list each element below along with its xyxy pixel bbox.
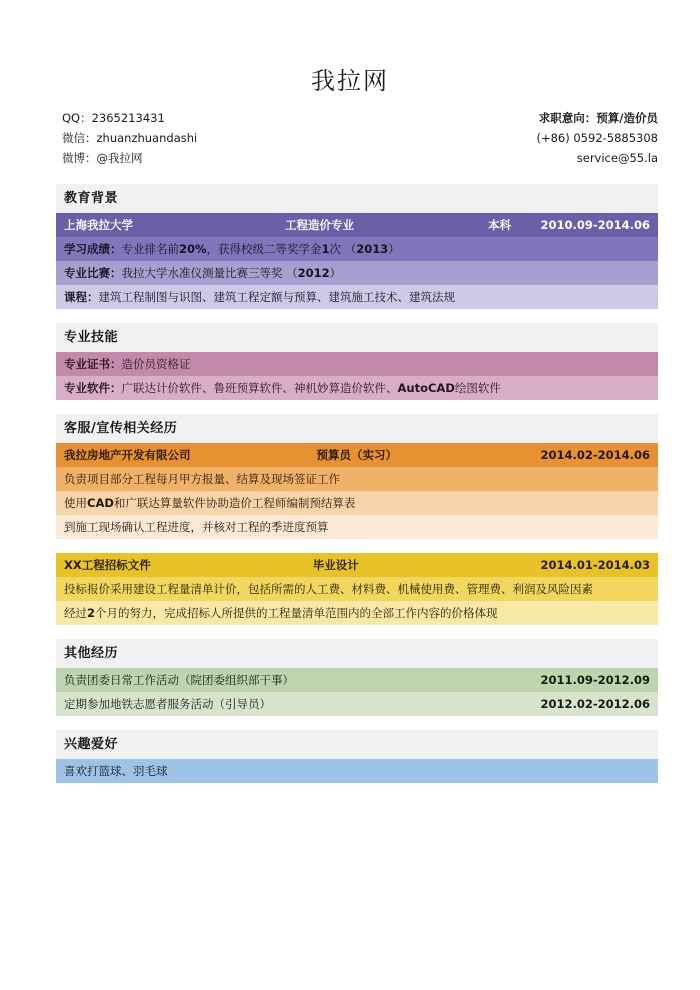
work-position: 预算员（实习） [316, 448, 397, 463]
contact-right-column [536, 108, 658, 168]
section-heading-hobbies: 兴趣爱好 [56, 730, 658, 759]
education-courses-label: 课程： [64, 290, 99, 305]
skills-software-row [56, 376, 658, 400]
contact-weibo: 微博：@我拉网 [62, 151, 143, 166]
education-grades [64, 241, 650, 257]
skills-software-text-a: 广联达计价软件、鲁班预算软件、神机妙算造价软件、 [121, 381, 398, 396]
education-date: 2010.09-2014.06 [540, 218, 650, 233]
education-grades-text-b: ，获得校级二等奖学金 [206, 242, 322, 257]
skills-software [64, 380, 650, 396]
other-item-row [56, 668, 658, 692]
education-contest-text-b: ） [329, 266, 342, 281]
resume-content [0, 184, 700, 783]
project-date: 2014.01-2014.03 [540, 558, 650, 573]
work-duty-1: 负责项目部分工程每月甲方报量、结算及现场签证工作 [64, 472, 340, 487]
education-courses-row [56, 285, 658, 309]
education-entry-header [56, 213, 658, 237]
education-courses-text: 建筑工程制图与识图、建筑工程定额与预算、建筑施工技术、建筑法规 [98, 290, 455, 305]
contact-qq: QQ：2365213431 [62, 111, 165, 126]
project-entry-header [56, 553, 658, 577]
work-duty-2-text-b: 和广联达算量软件协助造价工程师编制预结算表 [113, 496, 356, 511]
other-item-date: 2012.02-2012.06 [540, 697, 650, 712]
other-item-row [56, 692, 658, 716]
education-contest-label: 专业比赛： [64, 266, 122, 281]
contact-wechat: 微信：zhuanzhuandashi [62, 131, 198, 146]
work-duty-row [56, 491, 658, 515]
section-hobbies [56, 730, 658, 783]
other-item-text: 负责团委日常工作活动（院团委组织部干事） [64, 673, 294, 688]
skills-software-label: 专业软件： [64, 381, 122, 396]
work-company: 我拉房地产开发有限公司 [64, 448, 191, 463]
work-date: 2014.02-2014.06 [540, 448, 650, 463]
skills-certificate-label: 专业证书： [64, 357, 122, 372]
job-objective: 求职意向：预算/造价员 [538, 111, 658, 126]
skills-certificate-text: 造价员资格证 [121, 357, 191, 372]
education-grades-percent: 20% [179, 242, 207, 257]
education-grades-year: 2013 [356, 242, 389, 257]
hobbies-text: 喜欢打篮球、羽毛球 [64, 764, 168, 779]
page-title: 我拉网 [311, 67, 389, 95]
project-title-rest: 工程招标文件 [81, 558, 151, 573]
work-entry-header [56, 443, 658, 467]
work-duty-row [56, 467, 658, 491]
education-grades-text-a: 专业排名前 [121, 242, 179, 257]
section-skills [56, 323, 658, 400]
project-desc-1: 投标报价采用建设工程量清单计价，包括所需的人工费、材料费、机械使用费、管理费、利润及风险因素 [64, 582, 593, 597]
skills-software-autocad: AutoCAD [397, 381, 455, 396]
other-item-date: 2011.09-2012.09 [540, 673, 650, 688]
section-heading-work: 客服/宣传相关经历 [56, 414, 658, 443]
education-grades-row [56, 237, 658, 261]
project-desc-2-text-b: 个月的努力，完成招标人所提供的工程量清单范围内的全部工作内容的价格体现 [95, 606, 498, 621]
work-duty-3: 到施工现场确认工程进度，并核对工程的季进度预算 [64, 520, 329, 535]
work-duty-2-text-a: 使用 [64, 496, 87, 511]
project-desc-row [56, 577, 658, 601]
contact-email: service@55.la [576, 151, 658, 166]
education-contest-row [56, 261, 658, 285]
contact-left-column [62, 108, 197, 168]
hobbies-row [56, 759, 658, 783]
section-education [56, 184, 658, 309]
skills-software-text-b: 绘图软件 [454, 381, 501, 396]
skills-certificate [64, 356, 650, 372]
section-project [56, 553, 658, 625]
project-desc-row [56, 601, 658, 625]
project-title-prefix: XX [64, 558, 82, 573]
section-work-experience [56, 414, 658, 539]
contact-block [0, 94, 700, 168]
project-title [64, 557, 151, 573]
education-grades-times: 1 [321, 242, 330, 257]
other-item-text: 定期参加地铁志愿者服务活动（引导员） [64, 697, 271, 712]
section-heading-skills: 专业技能 [56, 323, 658, 352]
project-desc-2-text-a: 经过 [64, 606, 87, 621]
section-heading-education: 教育背景 [56, 184, 658, 213]
education-major: 工程造价专业 [285, 218, 354, 233]
education-contest [64, 265, 650, 281]
education-contest-text: 我拉大学水准仪测量比赛三等奖 （ [121, 266, 298, 281]
contact-phone: (+86) 0592-5885308 [536, 131, 658, 146]
education-school: 上海我拉大学 [64, 218, 133, 233]
work-duty-2 [64, 495, 650, 511]
education-grades-text-d: ） [388, 242, 400, 257]
project-desc-2-months: 2 [87, 606, 96, 621]
education-courses [64, 289, 650, 305]
project-type: 毕业设计 [312, 558, 359, 573]
skills-certificate-row [56, 352, 658, 376]
section-heading-other: 其他经历 [56, 639, 658, 668]
section-other-experience [56, 639, 658, 716]
education-grades-text-c: 次 （ [329, 242, 357, 257]
education-grades-label: 学习成绩： [64, 242, 122, 257]
work-duty-row [56, 515, 658, 539]
project-desc-2 [64, 605, 650, 621]
work-duty-2-cad: CAD [87, 496, 114, 511]
education-degree: 本科 [488, 218, 511, 233]
education-contest-year: 2012 [297, 266, 330, 281]
